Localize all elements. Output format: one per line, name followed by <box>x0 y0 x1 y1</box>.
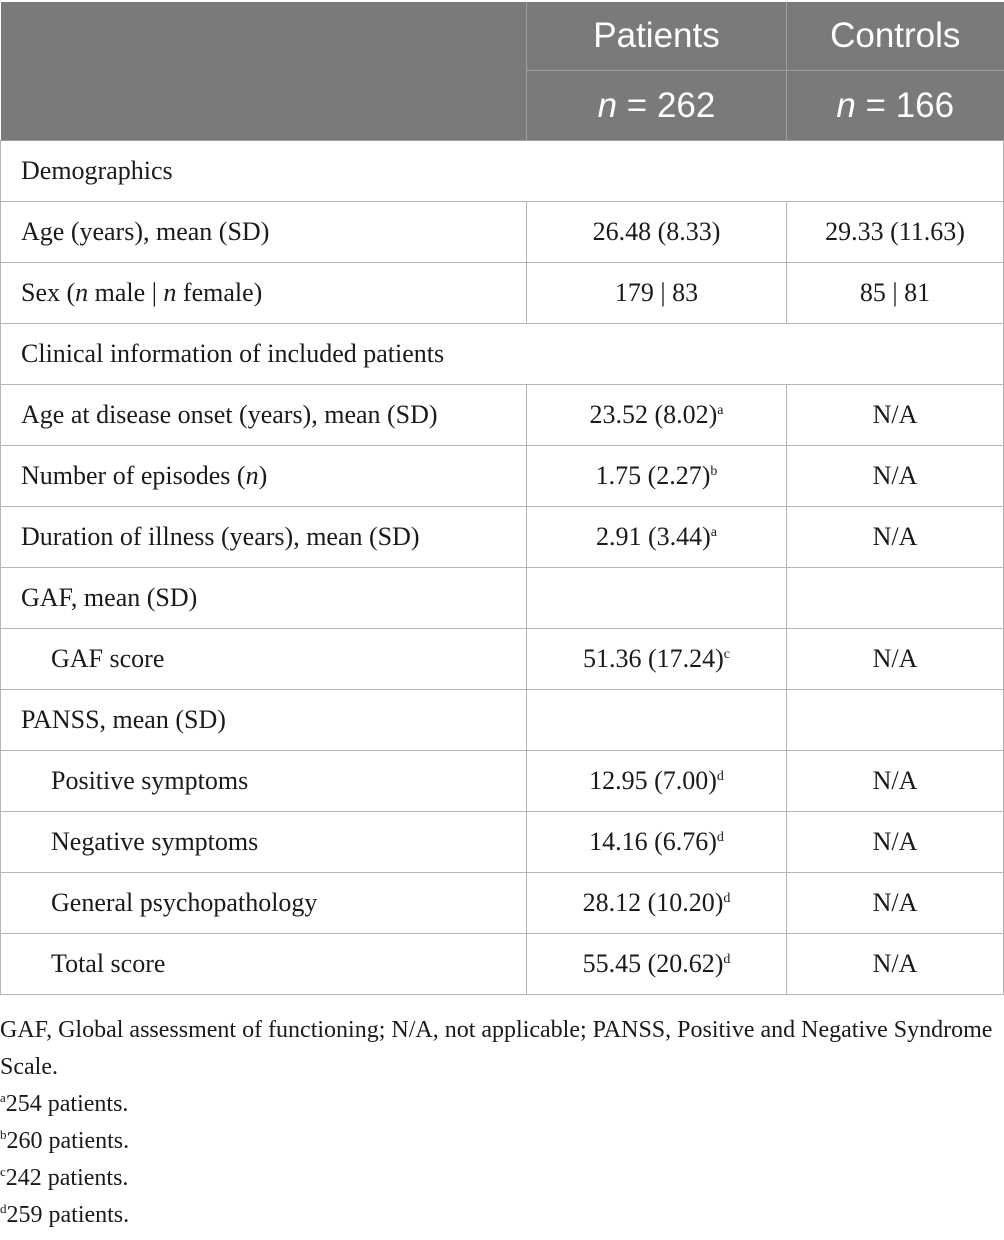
footnote-marker: a <box>710 525 718 540</box>
controls-n-value: = 166 <box>855 85 955 125</box>
table-row-negative <box>1 812 1004 873</box>
abbreviations-note: GAF, Global assessment of functioning; N/A, not applicable; PANSS, Positive and Negative Syndrome Scale. <box>0 1017 993 1080</box>
table-footnotes <box>0 1012 1000 1234</box>
controls-value: N/A <box>787 812 1004 873</box>
patients-value: 51.36 $(17.24)^c$ <box>527 629 787 690</box>
controls-value <box>787 690 1004 751</box>
controls-value: N/A <box>787 446 1004 507</box>
patients-value: 28.12 $(10.20)^d$ <box>527 873 787 934</box>
footnote-marker: c <box>723 647 731 662</box>
row-label: Age (years), mean (SD) <box>1 202 527 263</box>
controls-value: N/A <box>787 934 1004 995</box>
controls-value: N/A <box>787 385 1004 446</box>
row-label: General psychopathology <box>1 873 527 934</box>
patients-value: 14.16 $(6.76)^d$ <box>527 812 787 873</box>
footnote-marker: b <box>710 464 718 479</box>
table-row-total <box>1 934 1004 995</box>
patients-value: 12.95 $(7.00)^d$ <box>527 751 787 812</box>
n-symbol: n <box>597 85 618 125</box>
row-label: PANSS, mean (SD) <box>1 690 527 751</box>
footnote-c: $^c$242 patients. <box>0 1164 129 1191</box>
row-label: GAF score <box>1 629 527 690</box>
header-patients-n <box>527 71 787 141</box>
controls-value: N/A <box>787 751 1004 812</box>
row-label: Age at disease onset (years), mean (SD) <box>1 385 527 446</box>
table-row-age <box>1 202 1004 263</box>
footnote-marker: d <box>723 891 731 906</box>
patients-value: 1.75 $(2.27)^b$ <box>527 446 787 507</box>
table-row-panss-group <box>1 690 1004 751</box>
controls-value: N/A <box>787 507 1004 568</box>
row-label: Number of episodes (n) <box>1 446 527 507</box>
section-label: Demographics <box>1 141 1004 202</box>
footnote-marker: d <box>716 830 724 845</box>
section-row-clinical <box>1 324 1004 385</box>
header-controls-n <box>787 71 1004 141</box>
controls-value: 29.33 (11.63) <box>787 202 1004 263</box>
table-row-general <box>1 873 1004 934</box>
table-row-gaf-score <box>1 629 1004 690</box>
patients-value: 26.48 (8.33) <box>527 202 787 263</box>
footnote-marker: a <box>717 403 724 418</box>
table-row-sex <box>1 263 1004 324</box>
header-patients: Patients <box>527 2 787 71</box>
controls-value: N/A <box>787 629 1004 690</box>
controls-value: 85 | 81 <box>787 263 1004 324</box>
n-symbol: n <box>836 85 856 125</box>
patients-n-value: = 262 <box>617 85 716 125</box>
patients-value: 23.52 $(8.02)^a$ <box>527 385 787 446</box>
footnote-marker: d <box>716 769 724 784</box>
footnote-marker: d <box>723 952 731 967</box>
table-row-duration <box>1 507 1004 568</box>
row-label: Sex (n male | n female) <box>1 263 527 324</box>
footnote-a: $^a$254 patients. <box>0 1090 129 1117</box>
row-label: GAF, mean (SD) <box>1 568 527 629</box>
controls-value: N/A <box>787 873 1004 934</box>
section-label: Clinical information of included patients <box>1 324 1004 385</box>
patients-value: 55.45 $(20.62)^d$ <box>527 934 787 995</box>
table-row-positive <box>1 751 1004 812</box>
patients-value: 2.91 $(3.44)^a$ <box>527 507 787 568</box>
patients-value <box>527 568 787 629</box>
controls-value <box>787 568 1004 629</box>
table-row-episodes <box>1 446 1004 507</box>
section-row-demographics <box>1 141 1004 202</box>
patients-value: 179 | 83 <box>527 263 787 324</box>
footnote-b: $^b$260 patients. <box>0 1127 130 1154</box>
footnote-d: $^d$259 patients. <box>0 1201 130 1228</box>
table-row-gaf-group <box>1 568 1004 629</box>
row-label: Negative symptoms <box>1 812 527 873</box>
patients-value <box>527 690 787 751</box>
row-label: Positive symptoms <box>1 751 527 812</box>
header-blank-cell <box>1 2 527 141</box>
table-row-onset <box>1 385 1004 446</box>
header-controls: Controls <box>787 2 1004 71</box>
row-label: Duration of illness (years), mean (SD) <box>1 507 527 568</box>
row-label: Total score <box>1 934 527 995</box>
demographics-clinical-table <box>0 2 1004 995</box>
